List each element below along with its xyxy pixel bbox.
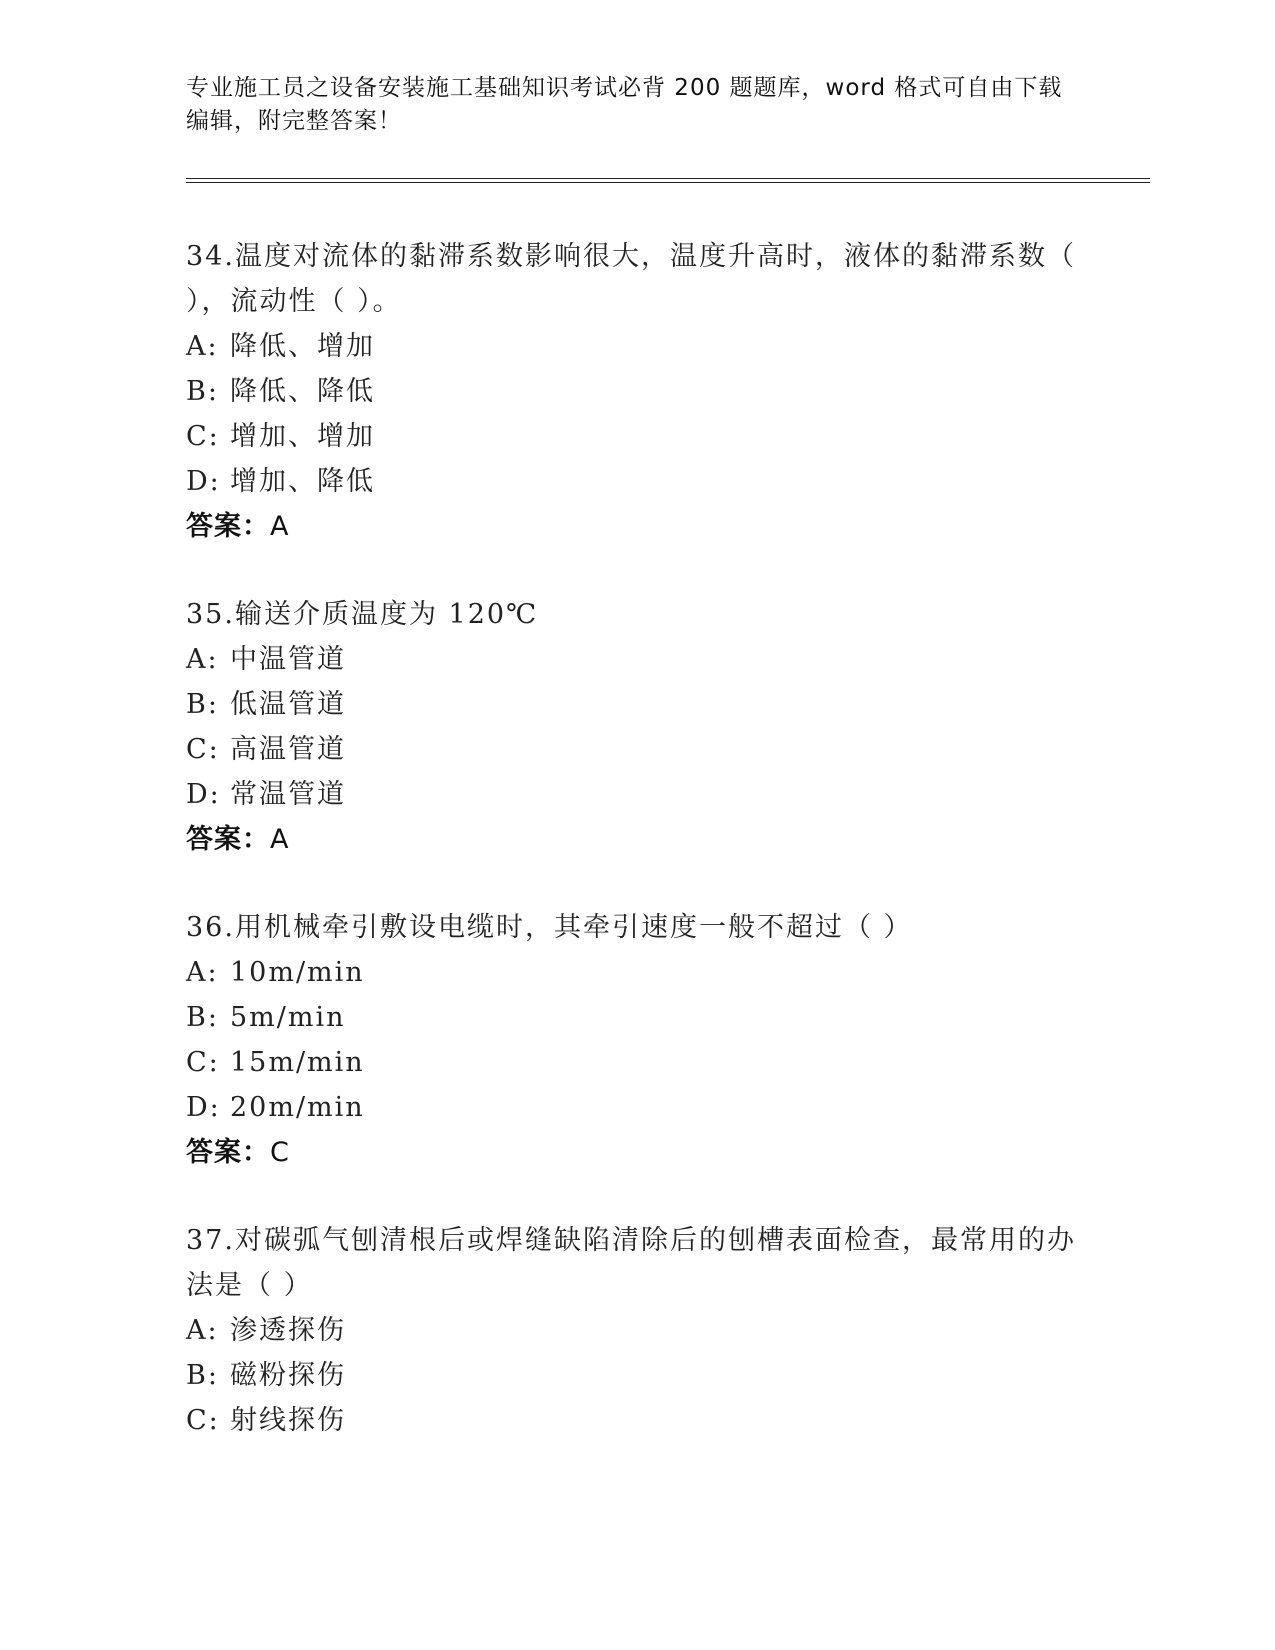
answer xyxy=(186,504,1086,550)
option-key: A: xyxy=(186,644,219,675)
option-text: 中温管道 xyxy=(230,644,346,675)
option-d xyxy=(186,459,1086,504)
answer xyxy=(186,817,1086,863)
answer-value: A xyxy=(270,824,290,855)
option-text: 增加、降低 xyxy=(230,466,375,497)
option-text: 降低、增加 xyxy=(230,331,375,362)
option-key: A: xyxy=(186,331,219,362)
answer-label: 答案： xyxy=(186,1137,270,1168)
option-key: B: xyxy=(186,1002,219,1033)
option-key: B: xyxy=(186,376,219,407)
answer-value: A xyxy=(270,511,290,542)
option-a xyxy=(186,1308,1086,1353)
option-key: C: xyxy=(186,421,220,452)
option-b xyxy=(186,369,1086,414)
option-text: 常温管道 xyxy=(230,779,346,810)
document-header xyxy=(186,72,1066,138)
option-key: B: xyxy=(186,1360,219,1391)
option-text: 20m/min xyxy=(230,1092,365,1123)
option-d xyxy=(186,772,1086,817)
option-text: 高温管道 xyxy=(230,734,346,765)
option-key: A: xyxy=(186,1315,219,1346)
header-divider xyxy=(186,178,1150,183)
header-line-2: 编辑，附完整答案！ xyxy=(186,108,402,134)
option-b xyxy=(186,1353,1086,1398)
option-text: 磁粉探伤 xyxy=(230,1360,346,1391)
option-key: D: xyxy=(186,466,221,497)
option-text: 5m/min xyxy=(230,1002,346,1033)
option-key: C: xyxy=(186,734,220,765)
option-key: D: xyxy=(186,779,221,810)
option-key: C: xyxy=(186,1047,220,1078)
option-d xyxy=(186,1085,1086,1130)
option-text: 渗透探伤 xyxy=(230,1315,346,1346)
option-text: 15m/min xyxy=(230,1047,365,1078)
question-text: 36.用机械牵引敷设电缆时，其牵引速度一般不超过（ ） xyxy=(186,912,913,943)
option-key: D: xyxy=(186,1092,221,1123)
question-list xyxy=(186,234,1086,1485)
question-text-continued: ），流动性（ ）。 xyxy=(186,286,402,317)
answer-label: 答案： xyxy=(186,511,270,542)
option-c xyxy=(186,414,1086,459)
answer-value: C xyxy=(270,1137,290,1168)
option-text: 射线探伤 xyxy=(230,1405,346,1436)
option-a xyxy=(186,950,1086,995)
answer-label: 答案： xyxy=(186,824,270,855)
option-c xyxy=(186,1040,1086,1085)
question-text: 34.温度对流体的黏滞系数影响很大，温度升高时，液体的黏滞系数（ xyxy=(186,241,1076,272)
option-text: 低温管道 xyxy=(230,689,346,720)
question-36 xyxy=(186,905,1086,1176)
question-text: 35.输送介质温度为 120℃ xyxy=(186,599,539,630)
answer xyxy=(186,1130,1086,1176)
header-line-1: 专业施工员之设备安装施工基础知识考试必背 200 题题库，word 格式可自由下载 xyxy=(186,75,1063,101)
question-34 xyxy=(186,234,1086,550)
option-c xyxy=(186,1398,1086,1443)
option-b xyxy=(186,682,1086,727)
option-text: 增加、增加 xyxy=(230,421,375,452)
question-text-continued: 法是（ ） xyxy=(186,1270,313,1301)
question-text: 37.对碳弧气刨清根后或焊缝缺陷清除后的刨槽表面检查，最常用的办 xyxy=(186,1225,1076,1256)
question-37 xyxy=(186,1218,1086,1443)
option-c xyxy=(186,727,1086,772)
option-text: 降低、降低 xyxy=(230,376,375,407)
option-key: C: xyxy=(186,1405,220,1436)
option-a xyxy=(186,637,1086,682)
option-text: 10m/min xyxy=(230,957,365,988)
question-35 xyxy=(186,592,1086,863)
option-key: B: xyxy=(186,689,219,720)
option-key: A: xyxy=(186,957,219,988)
option-a xyxy=(186,324,1086,369)
option-b xyxy=(186,995,1086,1040)
